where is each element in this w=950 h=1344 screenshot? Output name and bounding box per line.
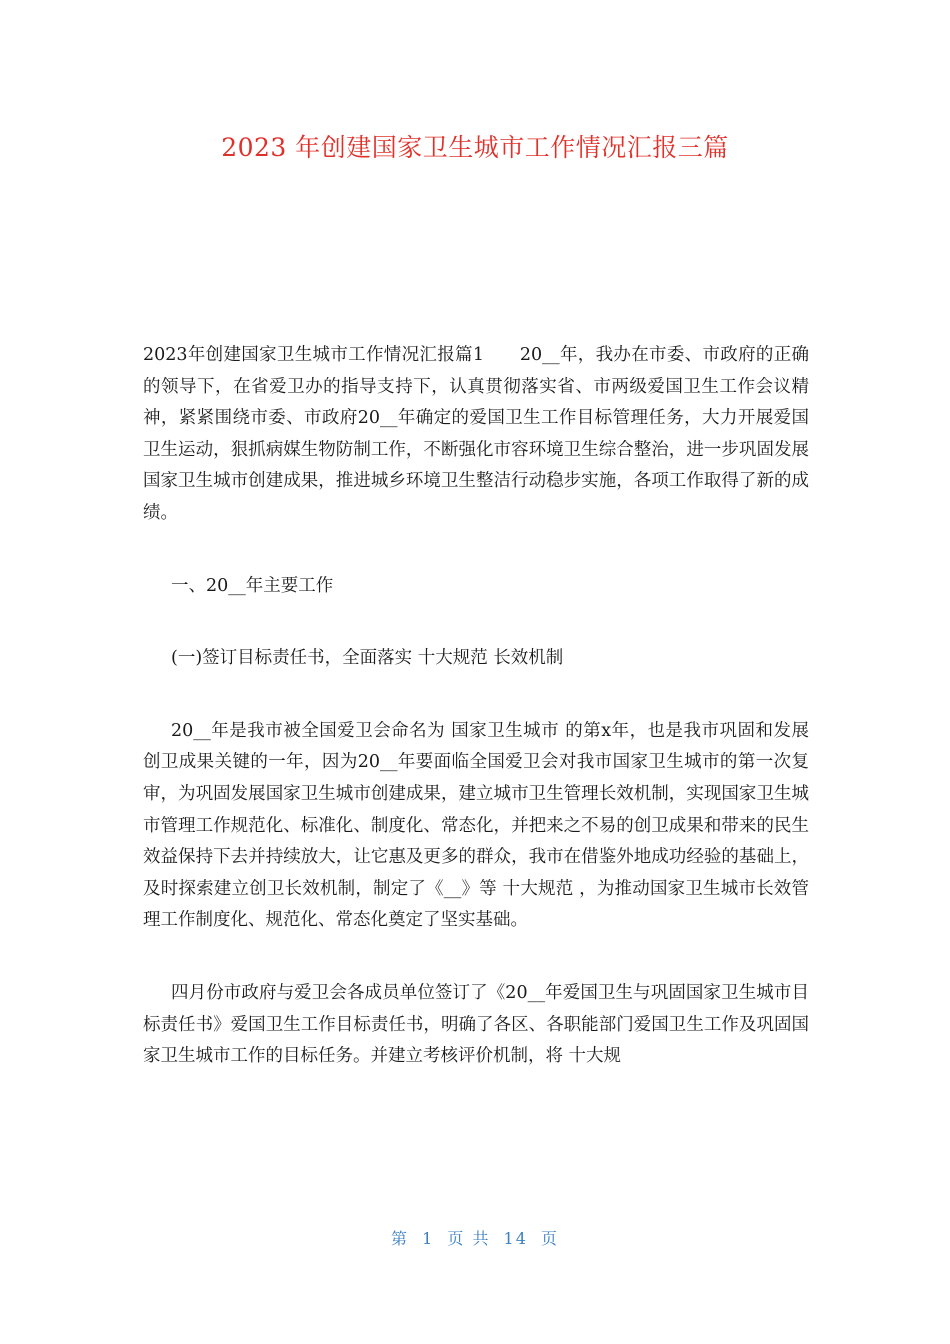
section-heading: 一、20__年主要工作: [171, 575, 334, 596]
paragraph-gap: [143, 675, 809, 716]
page-mid: 页 共: [447, 1229, 491, 1248]
document-body: [143, 340, 809, 1073]
subsection-heading: (一)签订目标责任书，全面落实 十大规范 长效机制: [171, 648, 564, 669]
page-number: 1: [422, 1229, 435, 1248]
paragraph-gap: [143, 602, 809, 643]
page-footer: [0, 1226, 950, 1249]
paragraph-gap: [143, 937, 809, 978]
page-prefix: 第: [390, 1229, 409, 1248]
document-title: 2023 年创建国家卫生城市工作情况汇报三篇: [221, 133, 729, 162]
page-suffix: 页: [541, 1229, 560, 1248]
page-total: 14: [503, 1229, 528, 1248]
paragraph-body: 四月份市政府与爱卫会各成员单位签订了《20__年爱国卫生与巩固国家卫生城市目标责任书》爱国卫生工作目标责任书，明确了各区、各职能部门爱国卫生工作及巩固国家卫生城市工作的目标任务。并建立考核评价机制，将 十大规: [143, 982, 809, 1067]
paragraph-intro: 2023年创建国家卫生城市工作情况汇报篇1 20__年，我办在市委、市政府的正确的领导下，在省爱卫办的指导支持下，认真贯彻落实省、市两级爱国卫生工作会议精神，紧紧围绕市委、市政府20__年确定的爱国卫生工作目标管理任务，大力开展爱国卫生运动，狠抓病媒生物防制工作，不断强化市容环境卫生综合整治，进一步巩固发展国家卫生城市创建成果，推进城乡环境卫生整洁行动稳步实施，各项工作取得了新的成绩。: [143, 345, 809, 523]
paragraph-body: 20__年是我市被全国爱卫会命名为 国家卫生城市 的第x年，也是我市巩固和发展创卫成果关键的一年，因为20__年要面临全国爱卫会对我市国家卫生城市的第一次复审，为巩固发展国家卫生城市创建成果，建立城市卫生管理长效机制，实现国家卫生城市管理工作规范化、标准化、制度化、常态化，并把来之不易的创卫成果和带来的民生效益保持下去并持续放大，让它惠及更多的群众，我市在借鉴外地成功经验的基础上，及时探索建立创卫长效机制，制定了《__》等 十大规范 ，为推动国家卫生城市长效管理工作制度化、规范化、常态化奠定了坚实基础。: [143, 720, 809, 931]
paragraph-gap: [143, 530, 809, 571]
